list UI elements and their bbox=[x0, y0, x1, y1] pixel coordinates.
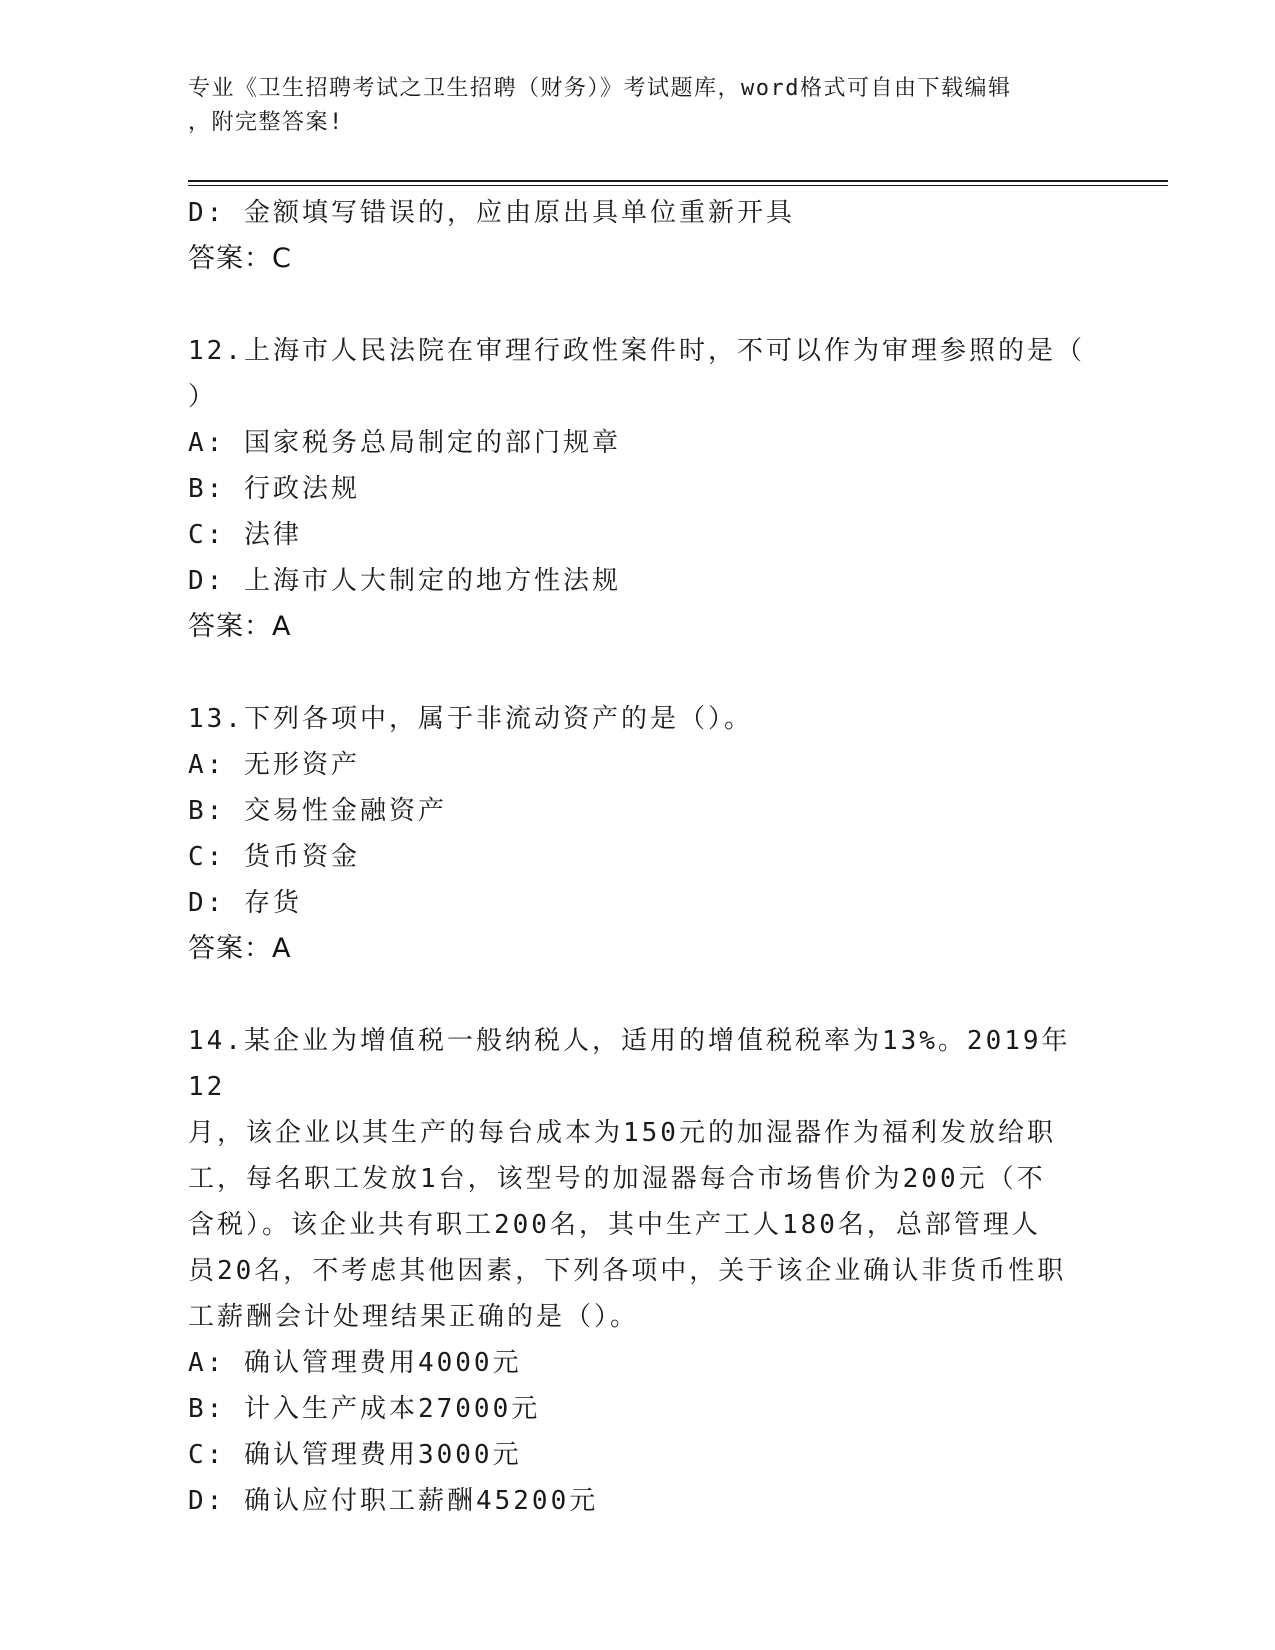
option-c: C: 法律 bbox=[188, 520, 302, 550]
document-header bbox=[188, 72, 1088, 140]
prev-option-d: D: 金额填写错误的，应由原出具单位重新开具 bbox=[188, 198, 795, 228]
question-14 bbox=[188, 1018, 1088, 1524]
question-stem-line: 12.上海市人民法院在审理行政性案件时，不可以作为审理参照的是（ bbox=[188, 336, 1085, 366]
option-b: B: 行政法规 bbox=[188, 474, 360, 504]
question-stem-line: 14.某企业为增值税一般纳税人，适用的增值税税率为13%。2019年12 bbox=[188, 1026, 1071, 1102]
spacer bbox=[188, 972, 1088, 1018]
header-divider bbox=[188, 180, 1168, 182]
answer: 答案：A bbox=[188, 933, 292, 964]
question-content bbox=[188, 190, 1088, 1524]
option-a: A: 确认管理费用4000元 bbox=[188, 1348, 522, 1378]
question-12 bbox=[188, 328, 1088, 650]
spacer bbox=[188, 650, 1088, 696]
question-stem-line: 员20名，不考虑其他因素，下列各项中，关于该企业确认非货币性职 bbox=[188, 1256, 1067, 1286]
header-title-line-2: ，附完整答案! bbox=[188, 110, 344, 135]
option-a: A: 无形资产 bbox=[188, 750, 360, 780]
option-a: A: 国家税务总局制定的部门规章 bbox=[188, 428, 621, 458]
option-d: D: 确认应付职工薪酬45200元 bbox=[188, 1486, 599, 1516]
spacer bbox=[188, 282, 1088, 328]
option-c: C: 货币资金 bbox=[188, 842, 360, 872]
question-stem-line: 13.下列各项中，属于非流动资产的是（）。 bbox=[188, 704, 753, 734]
question-13 bbox=[188, 696, 1088, 972]
option-b: B: 交易性金融资产 bbox=[188, 796, 447, 826]
prev-answer: 答案：C bbox=[188, 243, 292, 274]
question-stem-line: 工薪酬会计处理结果正确的是（）。 bbox=[188, 1302, 640, 1332]
option-b: B: 计入生产成本27000元 bbox=[188, 1394, 541, 1424]
question-stem-line: 月，该企业以其生产的每台成本为150元的加湿器作为福利发放给职 bbox=[188, 1118, 1056, 1148]
option-d: D: 上海市人大制定的地方性法规 bbox=[188, 566, 621, 596]
question-stem-line: ） bbox=[188, 382, 218, 412]
option-c: C: 确认管理费用3000元 bbox=[188, 1440, 522, 1470]
header-divider-thin bbox=[188, 185, 1168, 186]
question-stem-line: 工，每名职工发放1台，该型号的加湿器每合市场售价为200元（不 bbox=[188, 1164, 1046, 1194]
option-d: D: 存货 bbox=[188, 888, 302, 918]
header-title-line-1: 专业《卫生招聘考试之卫生招聘（财务）》考试题库，word格式可自由下载编辑 bbox=[188, 76, 1012, 101]
question-stem-line: 含税）。该企业共有职工200名，其中生产工人180名，总部管理人 bbox=[188, 1210, 1041, 1240]
answer: 答案：A bbox=[188, 611, 292, 642]
